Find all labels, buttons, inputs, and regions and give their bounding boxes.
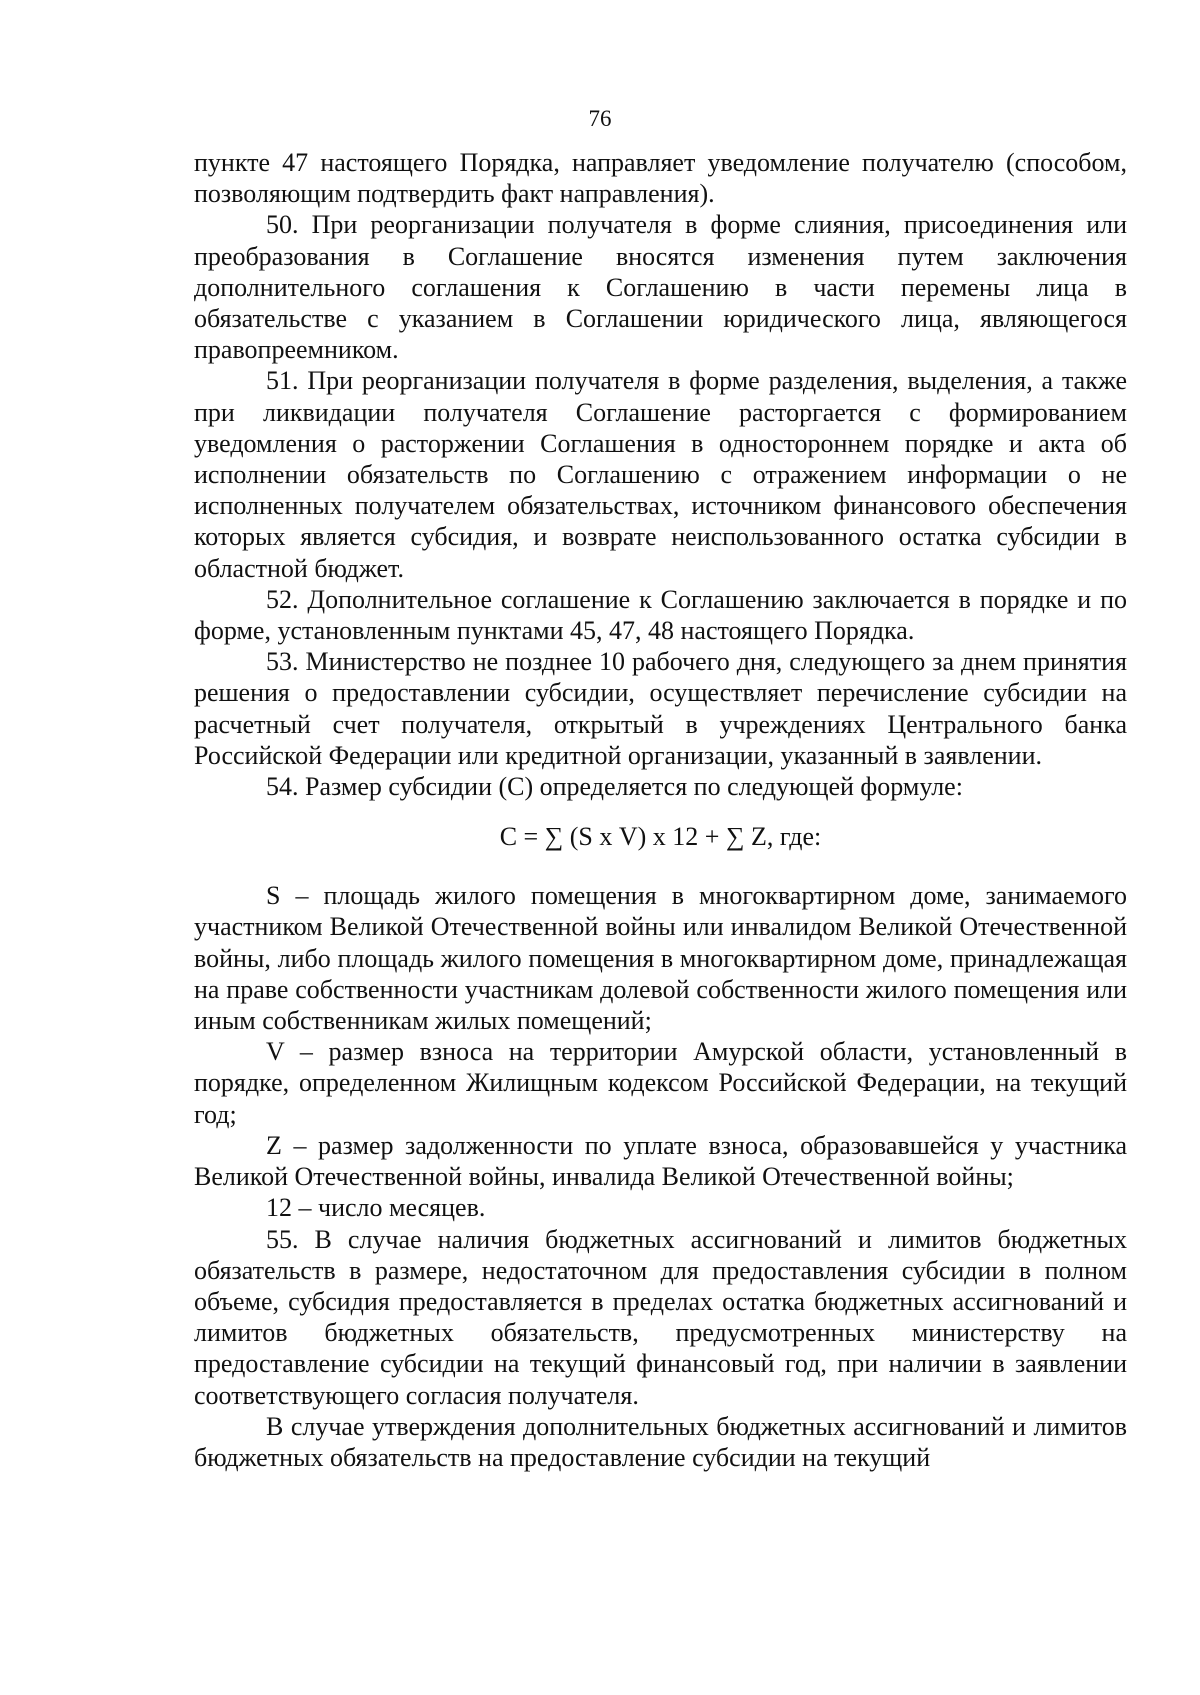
paragraph-52: 52. Дополнительное соглашение к Соглашению заключается в порядке и по форме, установленным пунктами 45, 47, 48 настоящего Порядка. bbox=[194, 584, 1127, 646]
definition-12: 12 – число месяцев. bbox=[266, 1193, 486, 1223]
document-body bbox=[194, 147, 1127, 1473]
definition-z: Z – размер задолженности по уплате взноса, образовавшейся у участника Великой Отечественной войны, инвалида Великой Отечественной войны; bbox=[194, 1130, 1127, 1192]
definition-s: S – площадь жилого помещения в многоквартирном доме, занимаемого участником Великой Отечественной войны или инвалидом Великой Отечественной войны, либо площадь жилого помещения в многоквартирном доме, принадлежащая на праве собственности участникам долевой собственности жилого помещения или иным собственникам жилых помещений; bbox=[194, 881, 1127, 1036]
paragraph-53: 53. Министерство не позднее 10 рабочего дня, следующего за днем принятия решения о предоставлении субсидии, осуществляет перечисление субсидии на расчетный счет получателя, открытый в учреждениях Центрального банка Российской Федерации или кредитной организации, указанный в заявлении. bbox=[194, 647, 1127, 770]
paragraph-55-continuation: В случае утверждения дополнительных бюджетных ассигнований и лимитов бюджетных обязательств на предоставление субсидии на текущий bbox=[194, 1411, 1127, 1472]
paragraph-55: 55. В случае наличия бюджетных ассигнований и лимитов бюджетных обязательств в размере, недостаточном для предоставления субсидии в полном объеме, субсидия предоставляется в пределах остатка бюджетных ассигнований и лимитов бюджетных обязательств, предусмотренных министерству на предоставление субсидии на текущий финансовый год, при наличии в заявлении соответствующего согласия получателя. bbox=[194, 1224, 1127, 1410]
paragraph-51: 51. При реорганизации получателя в форме разделения, выделения, а также при ликвидации получателя Соглашение расторгается с формированием уведомления о расторжении Соглашения в одностороннем порядке и акта об исполнении обязательств по Соглашению с отражением информации о не исполненных получателем обязательствах, источником финансового обеспечения которых является субсидия, и возврате неиспользованного остатка субсидии в областной бюджет. bbox=[194, 366, 1127, 583]
paragraph-continuation: пункте 47 настоящего Порядка, направляет уведомление получателю (способом, позволяющим подтвердить факт направления). bbox=[194, 148, 1127, 209]
page-number: 76 bbox=[588, 106, 612, 131]
definition-v: V – размер взноса на территории Амурской области, установленный в порядке, определенном Жилищным кодексом Российской Федерации, на текущий год; bbox=[194, 1037, 1127, 1129]
paragraph-50: 50. При реорганизации получателя в форме слияния, присоединения или преобразования в Соглашение вносятся изменения путем заключения дополнительного соглашения к Соглашению в части перемены лица в обязательстве с указанием в Соглашении юридического лица, являющегося правопреемником. bbox=[194, 210, 1127, 365]
paragraph-54: 54. Размер субсидии (С) определяется по следующей формуле: bbox=[266, 772, 963, 802]
subsidy-formula: С = ∑ (S х V) х 12 + ∑ Z, где: bbox=[499, 822, 822, 852]
